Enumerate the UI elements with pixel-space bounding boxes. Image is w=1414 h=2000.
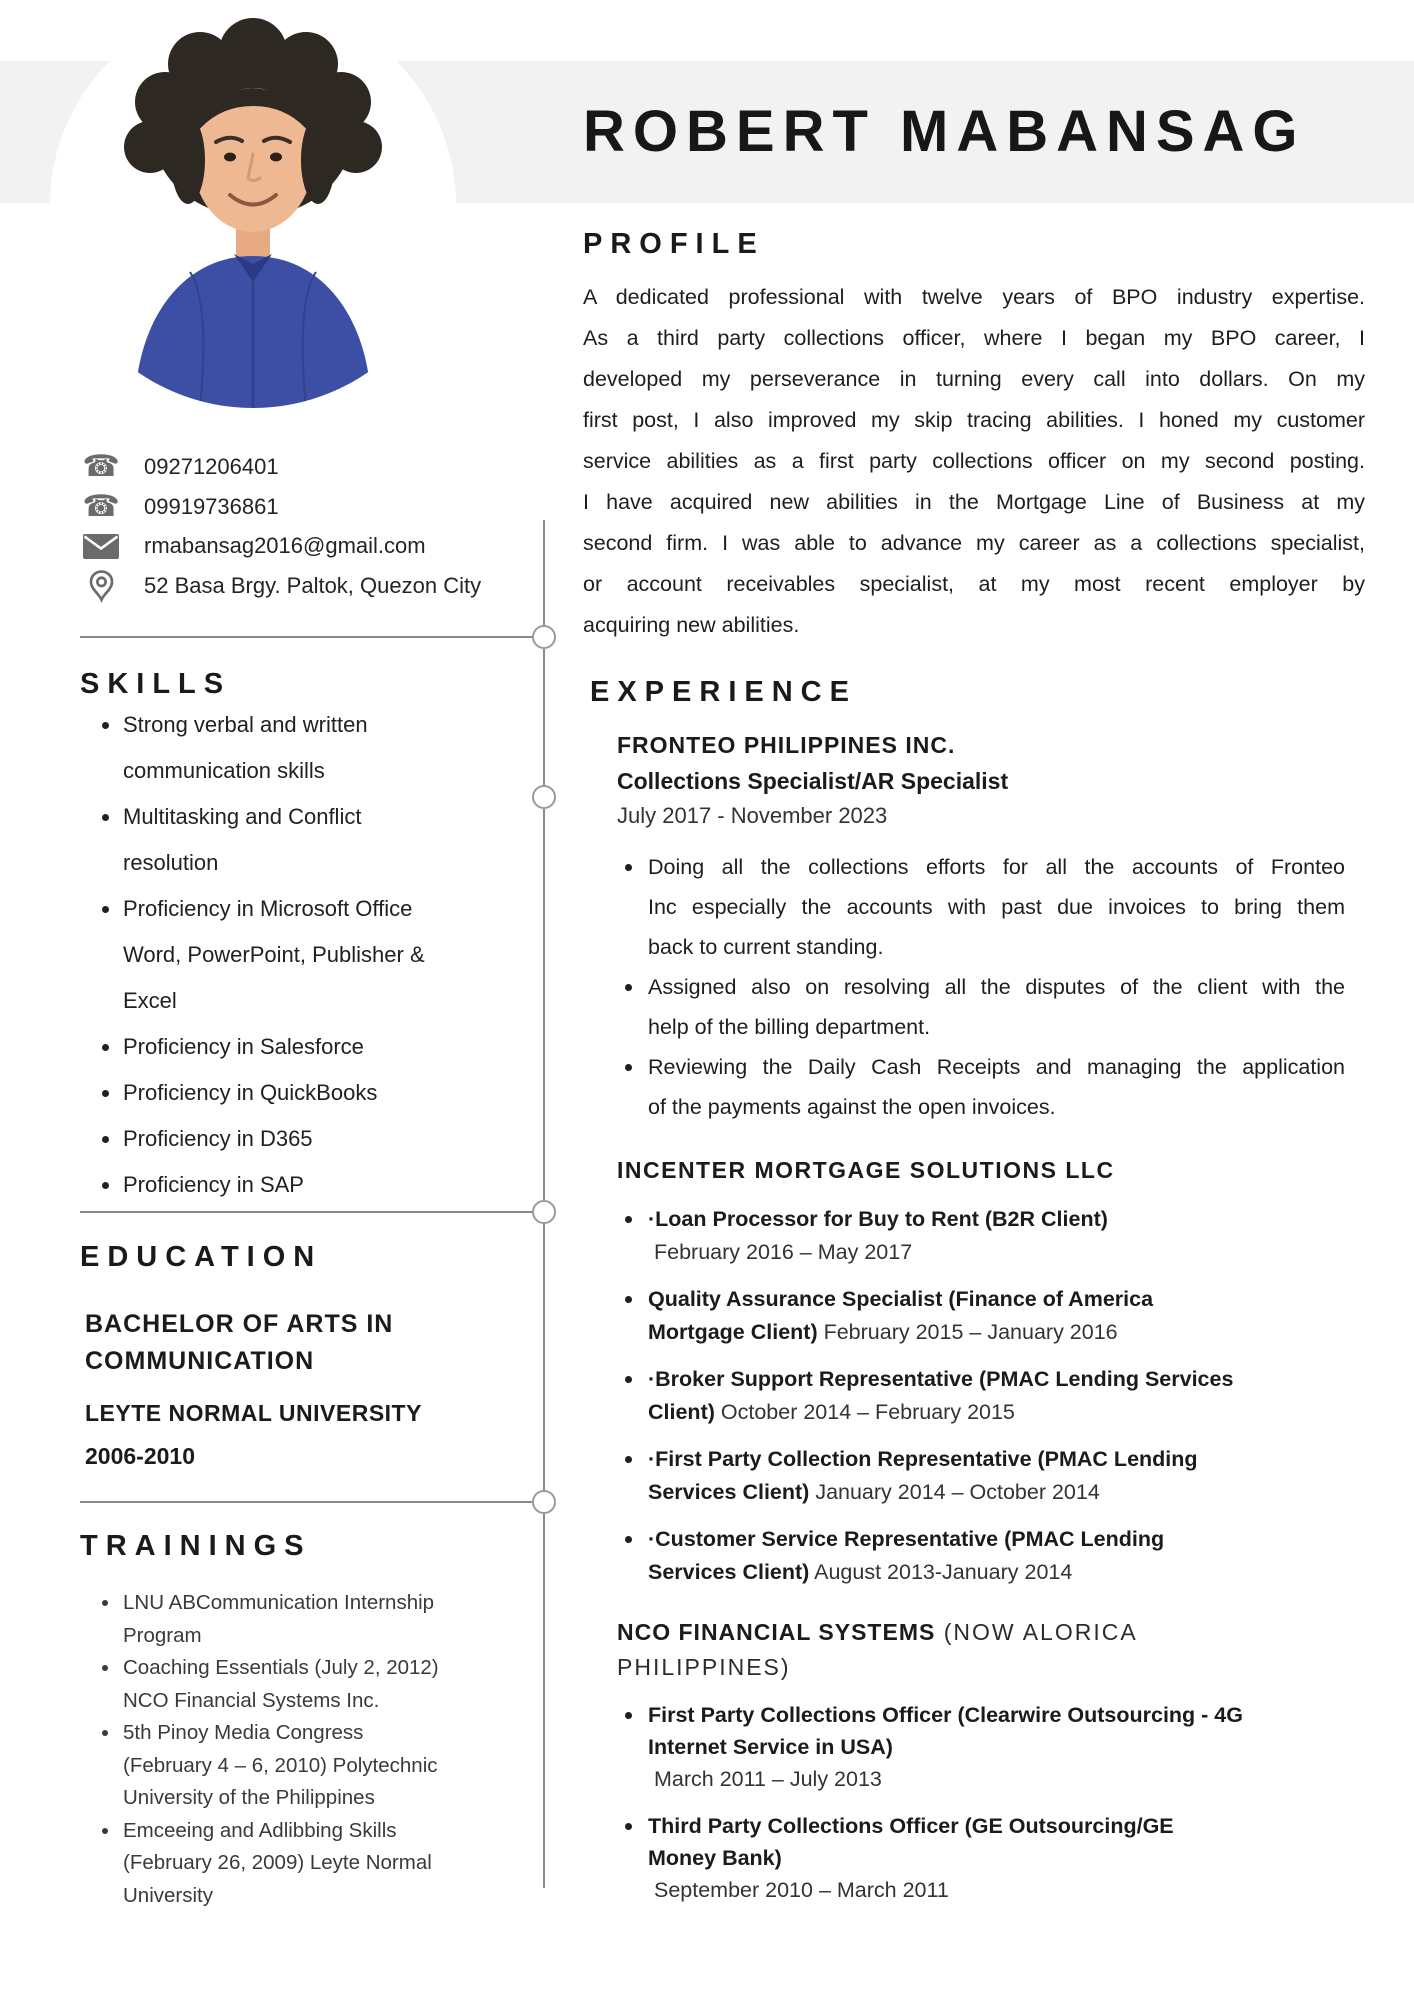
list-item: ·Broker Support Representative (PMAC Lending Services Client) October 2014 – February 2015 bbox=[623, 1363, 1358, 1429]
list-item: ·Loan Processor for Buy to Rent (B2R Client) February 2016 – May 2017 bbox=[623, 1203, 1358, 1269]
trainings-list bbox=[100, 1587, 472, 1912]
education-degree: BACHELOR OF ARTS IN COMMUNICATION bbox=[85, 1310, 394, 1375]
timeline-node bbox=[532, 625, 556, 649]
education-school: LEYTE NORMAL UNIVERSITY bbox=[85, 1400, 422, 1426]
list-item: ·Customer Service Representative (PMAC Lending Services Client) August 2013-January 2014 bbox=[623, 1523, 1358, 1589]
list-item: Reviewing the Daily Cash Receipts and managing the application of the payments against the open invoices. bbox=[623, 1047, 1345, 1127]
list-item: Third Party Collections Officer (GE Outsourcing/GE Money Bank) September 2010 – March 2011 bbox=[623, 1810, 1358, 1906]
contact-row-email bbox=[80, 526, 520, 566]
list-item: Doing all the collections efforts for all the accounts of Fronteo Inc especially the accounts with past due invoices to bring them back to current standing. bbox=[623, 847, 1345, 967]
company-name-nco: NCO FINANCIAL SYSTEMS (NOW ALORICA PHILIPPINES) bbox=[617, 1619, 1138, 1680]
fronteo-bullet-list bbox=[623, 847, 1345, 1127]
divider bbox=[80, 1501, 534, 1503]
list-item: 5th Pinoy Media Congress (February 4 – 6, 2010) Polytechnic University of the Philippines bbox=[100, 1717, 472, 1815]
portrait-illustration bbox=[50, 2, 456, 408]
location-pin-icon bbox=[80, 570, 122, 603]
timeline-node bbox=[532, 785, 556, 809]
nco-position-list bbox=[623, 1699, 1358, 1921]
email-value: rmabansag2016@gmail.com bbox=[144, 533, 426, 558]
profile-photo bbox=[50, 2, 456, 408]
skills-list bbox=[100, 702, 440, 1208]
phone-icon: ☎ bbox=[82, 449, 120, 484]
timeline-node bbox=[532, 1490, 556, 1514]
list-item: Multitasking and Conflict resolution bbox=[100, 794, 440, 886]
list-item: Proficiency in Microsoft Office Word, PowerPoint, Publisher & Excel bbox=[100, 886, 440, 1024]
education-years: 2006-2010 bbox=[85, 1443, 195, 1469]
list-item: Proficiency in D365 bbox=[100, 1116, 440, 1162]
phone2-value: 09919736861 bbox=[144, 494, 279, 519]
list-item: Quality Assurance Specialist (Finance of America Mortgage Client) February 2015 – January 2016 bbox=[623, 1283, 1358, 1349]
address-value: 52 Basa Brgy. Paltok, Quezon City bbox=[144, 573, 482, 598]
list-item: ·First Party Collection Representative (PMAC Lending Services Client) January 2014 – October 2014 bbox=[623, 1443, 1358, 1509]
contact-row-address bbox=[80, 566, 520, 606]
company-name-fronteo: FRONTEO PHILIPPINES INC. bbox=[617, 732, 956, 758]
company-name-incenter: INCENTER MORTGAGE SOLUTIONS LLC bbox=[617, 1157, 1115, 1183]
list-item: Proficiency in Salesforce bbox=[100, 1024, 440, 1070]
phone-icon: ☎ bbox=[82, 489, 120, 524]
incenter-position-list bbox=[623, 1203, 1358, 1603]
list-item: First Party Collections Officer (Clearwire Outsourcing - 4G Internet Service in USA) March 2011 – July 2013 bbox=[623, 1699, 1358, 1795]
experience-heading: EXPERIENCE bbox=[590, 676, 857, 708]
contact-row-phone1 bbox=[80, 447, 520, 487]
profile-heading: PROFILE bbox=[583, 228, 765, 260]
list-item: LNU ABCommunication Internship Program bbox=[100, 1587, 472, 1652]
fronteo-dates: July 2017 - November 2023 bbox=[617, 803, 888, 828]
profile-text: A dedicated professional with twelve years of BPO industry expertise. As a third party collections officer, where I began my BPO career, I developed my perseverance in turning every call into dollars. On my first post, I also improved my skip tracing abilities. I honed my customer service abilities as a first party collections officer on my second posting. I have acquired new abilities in the Mortgage Line of Business at my second firm. I was able to advance my career as a collections specialist, or account receivables specialist, at my most recent employer by acquiring new abilities. bbox=[583, 285, 1365, 637]
fronteo-role: Collections Specialist/AR Specialist bbox=[617, 768, 1009, 794]
education-heading: EDUCATION bbox=[80, 1241, 323, 1273]
list-item: Assigned also on resolving all the disputes of the client with the help of the billing department. bbox=[623, 967, 1345, 1047]
timeline-node bbox=[532, 1200, 556, 1224]
contact-row-phone2 bbox=[80, 487, 520, 527]
list-item: Emceeing and Adlibbing Skills (February 26, 2009) Leyte Normal University bbox=[100, 1815, 472, 1913]
list-item: Strong verbal and written communication skills bbox=[100, 702, 440, 794]
divider bbox=[80, 636, 534, 638]
list-item: Proficiency in SAP bbox=[100, 1162, 440, 1208]
page-title: ROBERT MABANSAG bbox=[583, 99, 1306, 164]
skills-heading: SKILLS bbox=[80, 668, 232, 700]
divider bbox=[80, 1211, 534, 1213]
phone1-value: 09271206401 bbox=[144, 454, 279, 479]
list-item: Proficiency in QuickBooks bbox=[100, 1070, 440, 1116]
email-icon bbox=[80, 534, 122, 559]
list-item: Coaching Essentials (July 2, 2012) NCO Financial Systems Inc. bbox=[100, 1652, 472, 1717]
trainings-heading: TRAININGS bbox=[80, 1530, 312, 1562]
